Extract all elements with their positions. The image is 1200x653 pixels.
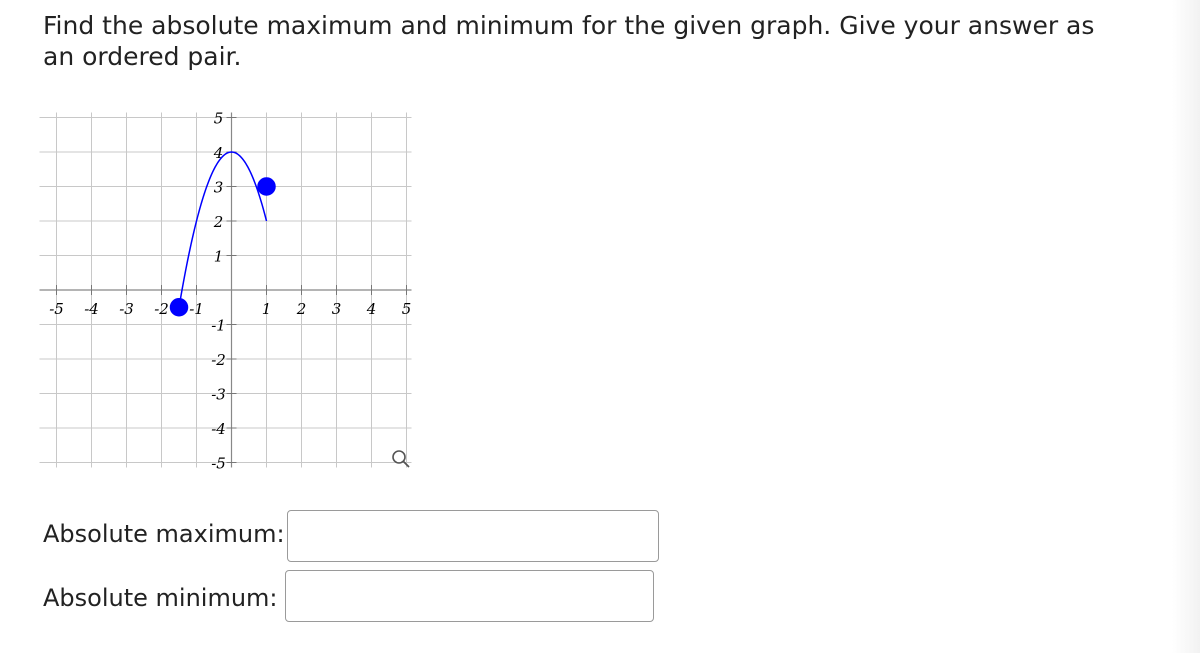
x-tick-label: 2 — [296, 300, 307, 318]
question-text: Find the absolute maximum and minimum for the given graph. Give your answer as an ordered pair. — [43, 11, 1095, 71]
y-tick-label: 3 — [213, 178, 224, 197]
x-tick-label: 5 — [401, 300, 412, 318]
function-graph — [0, 0, 430, 490]
y-tick-label: 1 — [213, 247, 224, 266]
endpoint-dot — [258, 178, 275, 195]
endpoint-dot — [171, 299, 188, 316]
x-tick-label: -2 — [154, 300, 169, 318]
y-tick-label: -5 — [211, 454, 226, 473]
x-tick-label: 1 — [261, 300, 272, 318]
y-tick-label: 5 — [213, 109, 224, 128]
x-tick-label: -5 — [49, 300, 64, 318]
y-tick-label: -3 — [211, 385, 226, 404]
y-tick-label: -2 — [211, 351, 226, 369]
y-tick-label: -4 — [211, 420, 226, 438]
y-tick-label: -1 — [211, 316, 226, 335]
absolute-maximum-label: Absolute maximum: — [43, 520, 285, 548]
x-tick-label: 3 — [331, 300, 342, 318]
scrollbar-track — [1172, 0, 1200, 653]
absolute-minimum-input[interactable] — [285, 570, 654, 622]
x-tick-label: -1 — [189, 300, 204, 318]
x-tick-label: 4 — [366, 300, 377, 318]
y-tick-label: 4 — [213, 144, 224, 162]
y-tick-label: 2 — [213, 213, 224, 231]
absolute-maximum-input[interactable] — [287, 510, 659, 562]
x-tick-label: -3 — [119, 300, 134, 318]
absolute-minimum-label: Absolute minimum: — [43, 584, 278, 612]
x-tick-label: -4 — [84, 300, 99, 318]
